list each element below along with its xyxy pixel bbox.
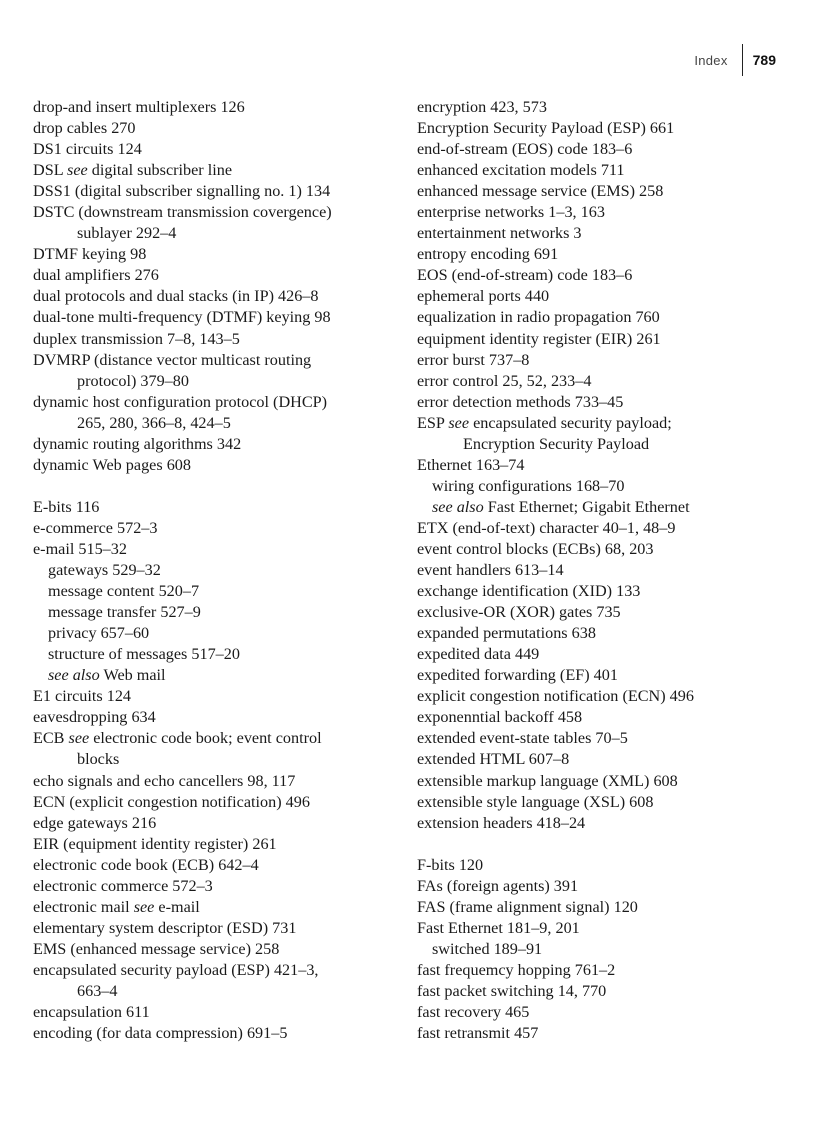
index-entry [417, 265, 797, 286]
entry-text: equalization in radio propagation 760 [417, 308, 660, 327]
entry-text: explicit congestion notification (ECN) 496 [417, 687, 694, 706]
index-entry [33, 244, 403, 265]
letter-group-gap [33, 476, 403, 497]
entry-text: Encryption Security Payload (ESP) 661 [417, 119, 675, 138]
entry-text: DVMRP (distance vector multicast routing [33, 350, 312, 369]
index-entry [33, 118, 403, 139]
index-entry [417, 329, 797, 350]
entry-text: privacy 657–60 [48, 624, 150, 643]
entry-text: E1 circuits 124 [33, 687, 132, 706]
entry-text: gateways 529–32 [48, 561, 161, 580]
index-entry [417, 118, 797, 139]
index-entry [33, 834, 403, 855]
entry-text: edge gateways 216 [33, 813, 157, 832]
entry-text: encapsulated security payload (ESP) 421–3, [33, 960, 319, 979]
entry-text: protocol) 379–80 [77, 371, 189, 390]
index-subentry [33, 602, 403, 623]
see-reference: see [68, 729, 90, 748]
index-entry [33, 202, 403, 223]
index-entry [417, 350, 797, 371]
index-entry [417, 644, 797, 665]
entry-text: ESP [417, 413, 449, 432]
index-entry [33, 307, 403, 328]
index-entry [417, 771, 797, 792]
entry-text: DSL [33, 161, 68, 180]
index-subentry [33, 665, 403, 686]
reference-target: digital subscriber line [87, 161, 233, 180]
index-entry [417, 371, 797, 392]
entry-text: encryption 423, 573 [417, 98, 547, 116]
index-entry [33, 539, 403, 560]
index-entry [33, 813, 403, 834]
entry-text: DTMF keying 98 [33, 245, 147, 264]
header-divider [742, 44, 743, 76]
reference-target: e-mail [154, 897, 200, 916]
see-reference: see also [48, 666, 100, 685]
entry-text: Encryption Security Payload [463, 434, 650, 453]
index-entry [417, 602, 797, 623]
index-column-right [417, 97, 797, 1044]
entry-text: message transfer 527–9 [48, 603, 201, 622]
entry-text: dynamic Web pages 608 [33, 455, 191, 474]
index-entry [33, 518, 403, 539]
section-label: Index [694, 52, 728, 68]
entry-text: DSTC (downstream transmission covergence) [33, 203, 332, 222]
index-subentry [33, 623, 403, 644]
letter-group-gap [417, 834, 797, 855]
entry-text: expedited forwarding (EF) 401 [417, 666, 618, 685]
index-entry [33, 497, 403, 518]
index-entry [33, 876, 403, 897]
entry-text: dynamic host configuration protocol (DHCP) [33, 392, 328, 411]
index-entry [33, 792, 403, 813]
entry-text: drop-and insert multiplexers 126 [33, 98, 245, 116]
index-entry [417, 518, 797, 539]
entry-text: extended HTML 607–8 [417, 750, 570, 769]
index-subentry [417, 497, 797, 518]
entry-text: fast recovery 465 [417, 1003, 530, 1022]
index-subentry [417, 476, 797, 497]
entry-text: 265, 280, 366–8, 424–5 [77, 413, 231, 432]
entry-text: event handlers 613–14 [417, 561, 564, 580]
entry-text: elementary system descriptor (ESD) 731 [33, 918, 297, 937]
entry-text: DS1 circuits 124 [33, 140, 142, 159]
entry-text: F-bits 120 [417, 855, 484, 874]
index-entry [417, 1002, 797, 1023]
entry-text: Fast Ethernet 181–9, 201 [417, 918, 580, 937]
index-entry [417, 392, 797, 413]
index-subentry [33, 560, 403, 581]
entry-text: fast frequemcy hopping 761–2 [417, 960, 616, 979]
index-entry [417, 707, 797, 728]
index-entry [417, 139, 797, 160]
index-entry [33, 434, 403, 455]
index-entry [33, 1002, 403, 1023]
index-entry [417, 223, 797, 244]
index-entry [417, 307, 797, 328]
index-entry [417, 181, 797, 202]
index-entry [417, 686, 797, 707]
entry-text: encapsulation 611 [33, 1003, 150, 1022]
entry-text: 663–4 [77, 981, 118, 1000]
entry-text: encoding (for data compression) 691–5 [33, 1024, 288, 1043]
entry-text: echo signals and echo cancellers 98, 117 [33, 771, 296, 790]
index-entry [417, 560, 797, 581]
see-reference: see [448, 413, 470, 432]
reference-target: Web mail [99, 666, 166, 685]
entry-text: FAs (foreign agents) 391 [417, 876, 579, 895]
entry-text: dynamic routing algorithms 342 [33, 434, 242, 453]
entry-text: fast retransmit 457 [417, 1024, 539, 1043]
entry-text: error detection methods 733–45 [417, 392, 624, 411]
entry-text: ETX (end-of-text) character 40–1, 48–9 [417, 518, 676, 537]
entry-text: sublayer 292–4 [77, 224, 177, 243]
index-entry [417, 897, 797, 918]
entry-text: entropy encoding 691 [417, 245, 559, 264]
entry-text: EOS (end-of-stream) code 183–6 [417, 266, 633, 285]
reference-target: electronic code book; event control [89, 729, 322, 748]
see-reference: see [67, 161, 88, 180]
index-entry [417, 202, 797, 223]
index-entry [417, 855, 797, 876]
index-entry [33, 707, 403, 728]
entry-text: enterprise networks 1–3, 163 [417, 203, 605, 222]
entry-text: enhanced excitation models 711 [417, 161, 625, 180]
see-reference: see also [432, 497, 484, 516]
index-entry [417, 623, 797, 644]
index-entry [33, 939, 403, 960]
entry-text: eavesdropping 634 [33, 708, 156, 727]
index-entry [33, 286, 403, 307]
index-entry [33, 855, 403, 876]
index-entry [33, 897, 403, 918]
entry-text: equipment identity register (EIR) 261 [417, 329, 661, 348]
entry-text: extensible markup language (XML) 608 [417, 771, 678, 790]
index-entry-continuation [33, 413, 403, 434]
index-entry [417, 728, 797, 749]
index-entry [417, 918, 797, 939]
index-subentry [33, 581, 403, 602]
entry-text: electronic code book (ECB) 642–4 [33, 855, 259, 874]
entry-text: exclusive-OR (XOR) gates 735 [417, 603, 621, 622]
entry-text: exponenntial backoff 458 [417, 708, 583, 727]
entry-text: extensible style language (XSL) 608 [417, 792, 654, 811]
entry-text: EIR (equipment identity register) 261 [33, 834, 277, 853]
page-number: 789 [752, 52, 776, 68]
entry-text: electronic commerce 572–3 [33, 876, 213, 895]
index-entry [33, 97, 403, 118]
entry-text: dual protocols and dual stacks (in IP) 426–8 [33, 287, 319, 306]
reference-target: Fast Ethernet; Gigabit Ethernet [483, 497, 690, 516]
entry-text: event control blocks (ECBs) 68, 203 [417, 539, 654, 558]
index-entry [417, 813, 797, 834]
index-entry [33, 139, 403, 160]
index-entry [417, 749, 797, 770]
entry-text: dual-tone multi-frequency (DTMF) keying 98 [33, 308, 331, 327]
entry-text: enhanced message service (EMS) 258 [417, 182, 664, 201]
entry-text: Ethernet 163–74 [417, 455, 525, 474]
index-entry [417, 97, 797, 118]
entry-text: structure of messages 517–20 [48, 645, 240, 664]
index-entry-continuation [33, 749, 403, 770]
entry-text: error burst 737–8 [417, 350, 530, 369]
entry-text: electronic mail [33, 897, 134, 916]
index-entry [417, 960, 797, 981]
index-entry [33, 392, 403, 413]
see-reference: see [133, 897, 155, 916]
index-entry [33, 329, 403, 350]
index-entry [417, 455, 797, 476]
entry-text: exchange identification (XID) 133 [417, 582, 641, 601]
entry-text: e-commerce 572–3 [33, 518, 158, 537]
index-entry [417, 665, 797, 686]
reference-target: encapsulated security payload; [469, 413, 672, 432]
entry-text: e-mail 515–32 [33, 539, 127, 558]
entry-text: drop cables 270 [33, 119, 136, 138]
index-entry [417, 413, 797, 434]
index-entry [33, 181, 403, 202]
index-subentry [33, 644, 403, 665]
entry-text: ECB [33, 729, 69, 748]
entry-text: ephemeral ports 440 [417, 287, 550, 306]
index-entry [33, 771, 403, 792]
entry-text: expedited data 449 [417, 645, 540, 664]
index-entry [417, 1023, 797, 1044]
index-entry [33, 265, 403, 286]
entry-text: extended event-state tables 70–5 [417, 729, 628, 748]
index-entry [33, 160, 403, 181]
entry-text: fast packet switching 14, 770 [417, 981, 607, 1000]
index-entry [417, 160, 797, 181]
index-entry [33, 455, 403, 476]
entry-text: duplex transmission 7–8, 143–5 [33, 329, 240, 348]
entry-text: dual amplifiers 276 [33, 266, 159, 285]
entry-text: EMS (enhanced message service) 258 [33, 939, 280, 958]
index-entry [417, 792, 797, 813]
index-entry [33, 960, 403, 981]
entry-text: entertainment networks 3 [417, 224, 582, 243]
index-entry [417, 539, 797, 560]
index-column-left [33, 97, 403, 1044]
running-header [694, 44, 776, 76]
index-entry-continuation [33, 981, 403, 1002]
entry-text: error control 25, 52, 233–4 [417, 371, 592, 390]
entry-text: ECN (explicit congestion notification) 496 [33, 792, 310, 811]
index-entry [33, 918, 403, 939]
index-entry [417, 286, 797, 307]
entry-text: DSS1 (digital subscriber signalling no. 1) 134 [33, 182, 331, 201]
index-entry [33, 1023, 403, 1044]
index-entry [417, 876, 797, 897]
index-entry [417, 981, 797, 1002]
index-entry [33, 350, 403, 371]
entry-text: extension headers 418–24 [417, 813, 586, 832]
entry-text: FAS (frame alignment signal) 120 [417, 897, 638, 916]
index-entry [417, 244, 797, 265]
entry-text: expanded permutations 638 [417, 624, 596, 643]
index-subentry [417, 939, 797, 960]
entry-text: message content 520–7 [48, 582, 200, 601]
entry-text: end-of-stream (EOS) code 183–6 [417, 140, 633, 159]
entry-text: blocks [77, 750, 120, 769]
entry-text: wiring configurations 168–70 [432, 476, 625, 495]
entry-text: E-bits 116 [33, 497, 100, 516]
index-entry-continuation [417, 434, 797, 455]
entry-text: switched 189–91 [432, 939, 543, 958]
index-entry [417, 581, 797, 602]
index-entry-continuation [33, 223, 403, 244]
index-entry-continuation [33, 371, 403, 392]
index-entry [33, 686, 403, 707]
index-entry [33, 728, 403, 749]
